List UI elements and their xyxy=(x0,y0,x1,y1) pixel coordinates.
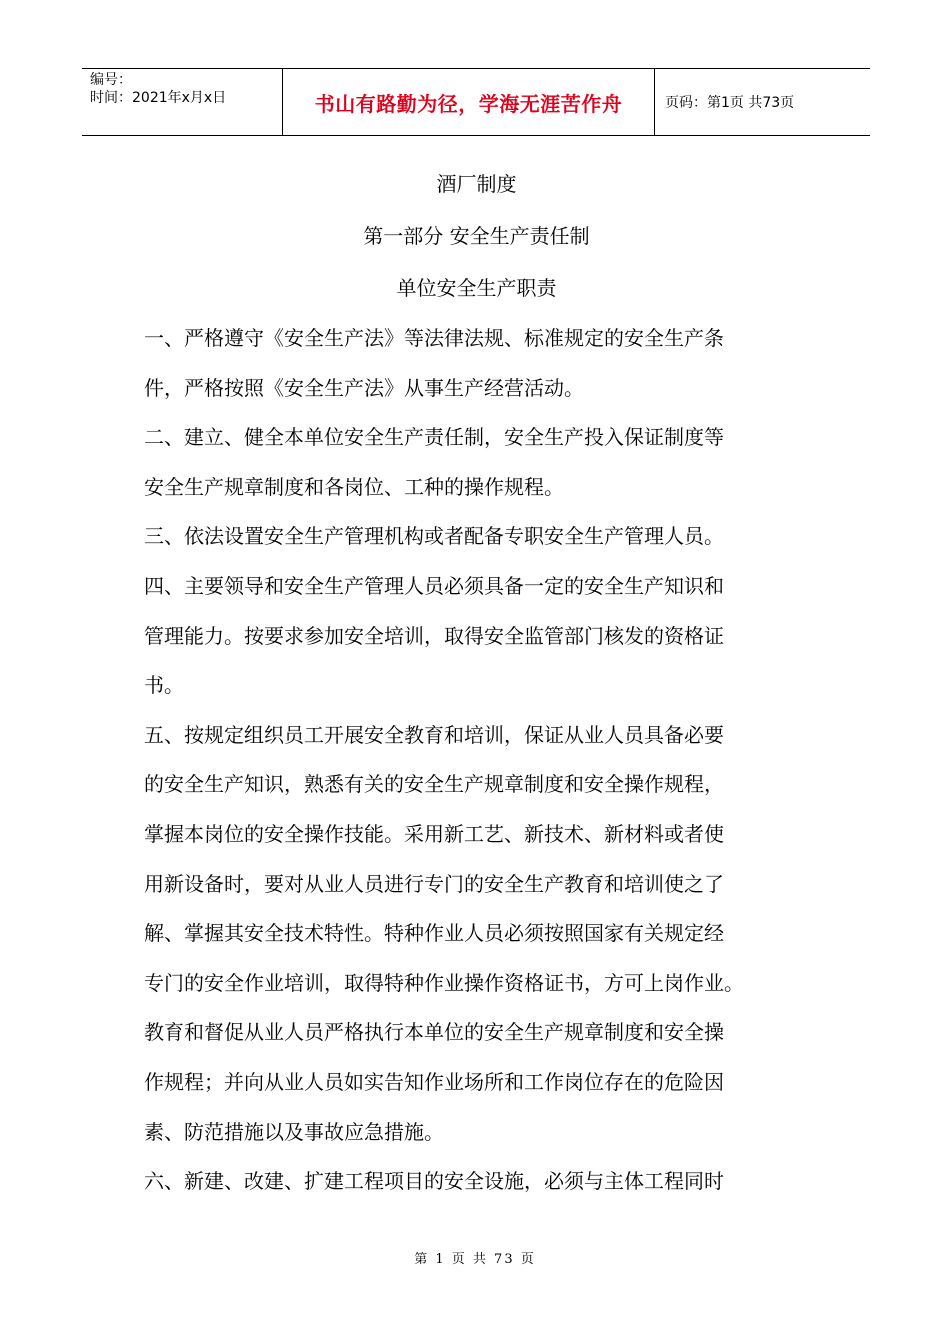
paragraph-line: 四、主要领导和安全生产管理人员必须具备一定的安全生产知识和 xyxy=(144,573,724,598)
document-title: 酒厂制度 xyxy=(436,172,517,196)
paragraph-line: 六、新建、改建、扩建工程项目的安全设施，必须与主体工程同时 xyxy=(144,1169,724,1194)
paragraph-line: 书。 xyxy=(144,673,184,698)
paragraph-line: 用新设备时，要对从业人员进行专门的安全生产教育和培训使之了 xyxy=(144,871,724,896)
part-title: 第一部分 安全生产责任制 xyxy=(363,224,590,248)
paragraph xyxy=(144,314,809,413)
header-page-info: 页码：第1页 共73页 xyxy=(665,95,795,111)
paragraph xyxy=(144,413,809,512)
paragraph xyxy=(144,711,809,1157)
paragraph-line: 五、按规定组织员工开展安全教育和培训，保证从业人员具备必要 xyxy=(144,722,724,747)
paragraph xyxy=(144,562,809,711)
header-page-cell xyxy=(655,69,870,135)
paragraph-line: 教育和督促从业人员严格执行本单位的安全生产规章制度和安全操 xyxy=(144,1020,724,1045)
paragraph-list xyxy=(144,314,809,1207)
header-motto: 书山有路勤为径，学海无涯苦作舟 xyxy=(314,91,623,116)
doc-number-label: 编号： xyxy=(90,72,132,88)
header-doc-info xyxy=(82,69,283,135)
page-header xyxy=(82,68,870,136)
document-body xyxy=(144,158,809,1207)
paragraph xyxy=(144,512,809,562)
paragraph-line: 的安全生产知识，熟悉有关的安全生产规章制度和安全操作规程， xyxy=(144,772,724,797)
paragraph-line: 作规程；并向从业人员如实告知作业场所和工作岗位存在的危险因 xyxy=(144,1069,724,1094)
paragraph-line: 专门的安全作业培训，取得特种作业操作资格证书，方可上岗作业。 xyxy=(144,970,744,995)
paragraph-line: 管理能力。按要求参加安全培训，取得安全监管部门核发的资格证 xyxy=(144,623,724,648)
section-title: 单位安全生产职责 xyxy=(396,276,557,300)
paragraph-line: 解、掌握其安全技术特性。特种作业人员必须按照国家有关规定经 xyxy=(144,921,724,946)
paragraph-line: 二、建立、健全本单位安全生产责任制，安全生产投入保证制度等 xyxy=(144,425,724,450)
header-motto-cell xyxy=(283,69,655,135)
paragraph-line: 一、严格遵守《安全生产法》等法律法规、标准规定的安全生产条 xyxy=(144,326,724,350)
paragraph-line: 安全生产规章制度和各岗位、工种的操作规程。 xyxy=(144,474,564,499)
paragraph-line: 三、依法设置安全生产管理机构或者配备专职安全生产管理人员。 xyxy=(144,524,724,549)
paragraph-line: 掌握本岗位的安全操作技能。采用新工艺、新技术、新材料或者使 xyxy=(144,821,724,846)
paragraph xyxy=(144,1157,809,1207)
page-footer: 第 1 页 共 73 页 xyxy=(414,1252,536,1267)
paragraph-line: 件，严格按照《安全生产法》从事生产经营活动。 xyxy=(144,375,584,400)
paragraph-line: 素、防范措施以及事故应急措施。 xyxy=(144,1119,444,1144)
doc-time-label: 时间：2021年x月x日 xyxy=(90,90,227,106)
